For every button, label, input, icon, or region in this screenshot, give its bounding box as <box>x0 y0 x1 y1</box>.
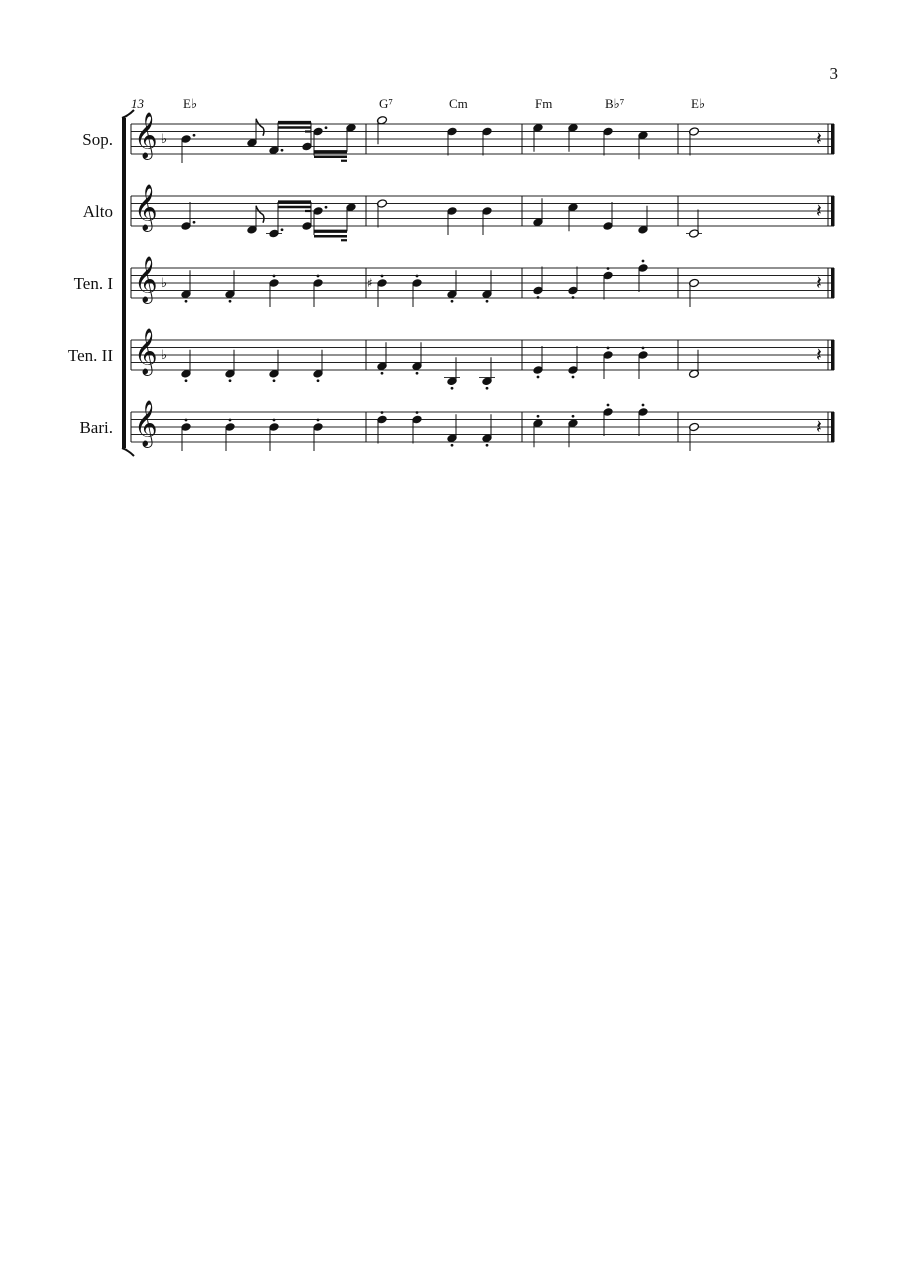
staccato-dot <box>185 300 188 303</box>
treble-clef-icon: 𝄞 <box>134 112 158 159</box>
staccato-dot <box>537 376 540 379</box>
staff-sop <box>82 113 834 164</box>
staccato-dot <box>572 415 575 418</box>
staccato-dot <box>642 347 645 350</box>
staccato-dot <box>229 419 232 422</box>
staccato-dot <box>416 275 419 278</box>
instrument-name: Sop. <box>82 130 113 149</box>
augmentation-dot <box>325 126 328 129</box>
staccato-dot <box>185 379 188 382</box>
staccato-dot <box>486 300 489 303</box>
staccato-dot <box>486 387 489 390</box>
staff-alto <box>83 185 835 241</box>
instrument-name: Bari. <box>79 418 113 437</box>
staccato-dot <box>185 419 188 422</box>
chord-symbol: E♭ <box>183 96 198 111</box>
final-thick-barline <box>831 412 835 442</box>
staccato-dot <box>273 379 276 382</box>
staccato-dot <box>572 376 575 379</box>
staccato-dot <box>416 372 419 375</box>
staccato-dot <box>229 300 232 303</box>
final-thick-barline <box>831 124 835 154</box>
staccato-dot <box>381 275 384 278</box>
treble-clef-icon: 𝄞 <box>134 400 158 447</box>
staccato-dot <box>607 347 610 350</box>
staccato-dot <box>273 275 276 278</box>
quarter-rest-icon: 𝄽 <box>816 128 822 150</box>
final-thick-barline <box>831 196 835 226</box>
staccato-dot <box>229 379 232 382</box>
flat-key-signature-icon: ♭ <box>161 132 168 147</box>
music-system <box>0 0 900 480</box>
final-thick-barline <box>831 268 835 298</box>
system-bracket <box>122 118 126 448</box>
staccato-dot <box>317 275 320 278</box>
final-thick-barline <box>831 340 835 370</box>
staccato-dot <box>607 267 610 270</box>
treble-clef-icon: 𝄞 <box>134 328 158 375</box>
flat-key-signature-icon: ♭ <box>161 348 168 363</box>
quarter-rest-icon: 𝄽 <box>816 344 822 366</box>
staccato-dot <box>416 411 419 414</box>
staccato-dot <box>451 387 454 390</box>
chord-symbol: B♭⁷ <box>605 96 625 111</box>
augmentation-dot <box>281 228 284 231</box>
chord-symbol: E♭ <box>691 96 706 111</box>
chord-symbol: G⁷ <box>379 96 393 111</box>
instrument-name: Alto <box>82 202 113 221</box>
staccato-dot <box>537 415 540 418</box>
augmentation-dot <box>193 221 196 224</box>
treble-clef-icon: 𝄞 <box>134 184 158 231</box>
eighth-flag-icon <box>256 206 264 223</box>
staccato-dot <box>451 444 454 447</box>
staccato-dot <box>451 300 454 303</box>
chord-symbol: Cm <box>449 96 468 111</box>
staccato-dot <box>607 404 610 407</box>
measure-number: 13 <box>131 96 144 111</box>
staccato-dot <box>317 419 320 422</box>
bracket-top-hook <box>122 110 134 118</box>
flat-key-signature-icon: ♭ <box>161 276 168 291</box>
staccato-dot <box>486 444 489 447</box>
staff-ten2 <box>68 329 835 390</box>
page-number: 3 <box>829 64 838 83</box>
staccato-dot <box>273 419 276 422</box>
staccato-dot <box>381 411 384 414</box>
quarter-rest-icon: 𝄽 <box>816 416 822 438</box>
staccato-dot <box>537 296 540 299</box>
staccato-dot <box>317 379 320 382</box>
instrument-name: Ten. II <box>67 346 113 365</box>
eighth-flag-icon <box>256 119 264 136</box>
sharp-icon: ♯ <box>367 276 373 290</box>
augmentation-dot <box>193 134 196 137</box>
bracket-bottom-hook <box>122 448 134 456</box>
augmentation-dot <box>281 149 284 152</box>
staff-ten1 <box>74 257 835 308</box>
chord-symbol: Fm <box>535 96 553 111</box>
augmentation-dot <box>325 206 328 209</box>
quarter-rest-icon: 𝄽 <box>816 272 822 294</box>
staff-bari <box>79 401 834 452</box>
staccato-dot <box>381 372 384 375</box>
staccato-dot <box>572 296 575 299</box>
quarter-rest-icon: 𝄽 <box>816 200 822 222</box>
staccato-dot <box>642 260 645 263</box>
staccato-dot <box>642 404 645 407</box>
instrument-name: Ten. I <box>73 274 113 293</box>
treble-clef-icon: 𝄞 <box>134 256 158 303</box>
